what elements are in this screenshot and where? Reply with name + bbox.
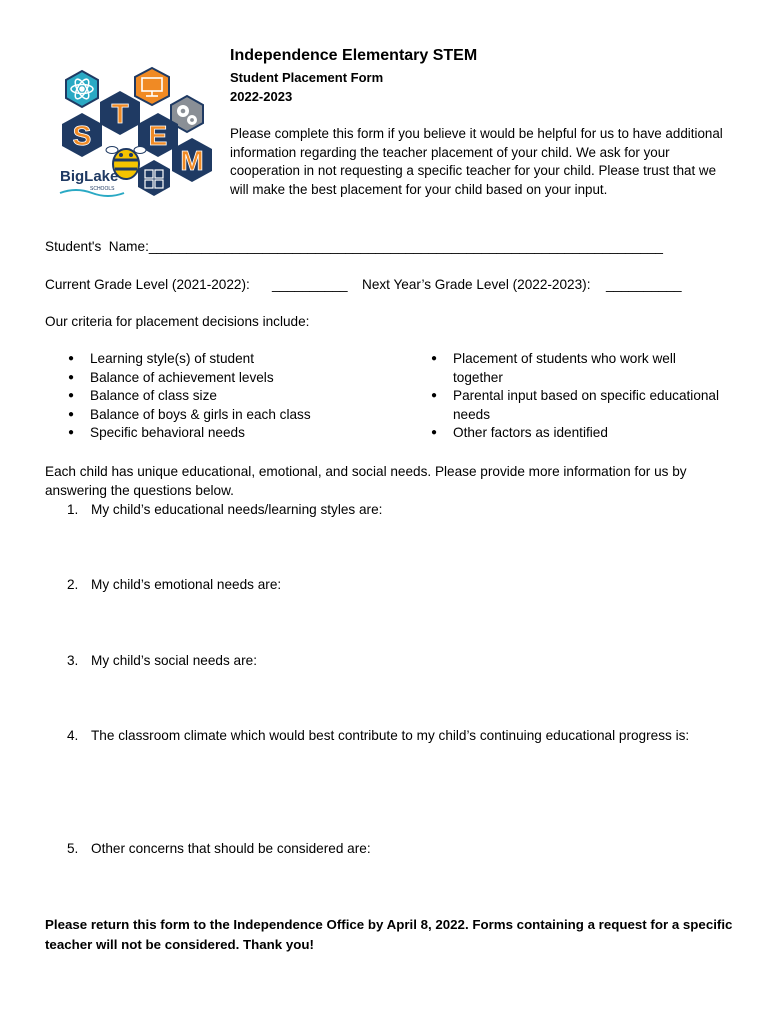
question-text: My child’s emotional needs are: bbox=[91, 577, 282, 592]
math-hexagon bbox=[138, 160, 170, 196]
list-item: ● Specific behavioral needs bbox=[68, 424, 398, 443]
next-grade-label: Next Year’s Grade Level (2022-2023): bbox=[362, 277, 591, 292]
form-subtitle: Student Placement Form bbox=[230, 70, 384, 85]
list-item: ● Parental input based on specific educational needs bbox=[431, 387, 736, 424]
list-item: ● Learning style(s) of student bbox=[68, 350, 398, 369]
list-item: ● Balance of achievement levels bbox=[68, 369, 398, 388]
question-number: 3. bbox=[67, 653, 79, 668]
criteria-list-right bbox=[431, 350, 736, 443]
question-2 bbox=[67, 577, 281, 592]
return-notice: Please return this form to the Independence Office by April 8, 2022. Forms containing a request for a specific teacher will not be considered. Thank you! bbox=[45, 917, 733, 952]
question-number: 2. bbox=[67, 577, 79, 592]
computer-hexagon bbox=[135, 68, 169, 105]
list-item: ● Balance of boys & girls in each class bbox=[68, 406, 398, 425]
logo-letter-e: E bbox=[148, 120, 168, 151]
intro-paragraph: Please complete this form if you believe it would be helpful for us to have additional information regarding the teacher placement of your child. We ask for your cooperation in not requesting a specific teacher for your child. Please trust that we will make the best placement for your child based on your input. bbox=[230, 126, 723, 198]
question-3 bbox=[67, 653, 257, 668]
logo-letter-t: T bbox=[111, 98, 129, 129]
form-title: Independence Elementary STEM bbox=[230, 47, 478, 64]
question-5 bbox=[67, 841, 371, 856]
criteria-list-left bbox=[68, 350, 398, 443]
biglake-brand-sub: SCHOOLS bbox=[90, 186, 115, 192]
current-grade-label: Current Grade Level (2021-2022): bbox=[45, 277, 250, 292]
question-number: 1. bbox=[67, 502, 79, 517]
stem-logo bbox=[52, 66, 222, 204]
question-text: My child’s educational needs/learning styles are: bbox=[91, 502, 383, 517]
biglake-brand: BigLake bbox=[60, 168, 119, 185]
list-item: ● Balance of class size bbox=[68, 387, 398, 406]
question-text: The classroom climate which would best contribute to my child’s continuing educational progress is: bbox=[91, 728, 690, 743]
student-name-row bbox=[45, 239, 663, 254]
question-1 bbox=[67, 502, 382, 517]
criteria-heading: Our criteria for placement decisions include: bbox=[45, 314, 310, 329]
question-text: My child’s social needs are: bbox=[91, 653, 257, 668]
question-number: 5. bbox=[67, 841, 79, 856]
question-text: Other concerns that should be considered are: bbox=[91, 841, 371, 856]
logo-letter-s: S bbox=[72, 120, 92, 151]
form-year: 2022-2023 bbox=[230, 89, 293, 104]
question-number: 4. bbox=[67, 728, 79, 743]
question-4 bbox=[67, 728, 689, 743]
list-item: ● Placement of students who work well together bbox=[431, 350, 736, 387]
student-name-label: Student's Name: bbox=[45, 239, 149, 254]
student-name-field[interactable]: ____________________________________________________________________ bbox=[148, 239, 663, 254]
next-grade-field[interactable]: __________ bbox=[606, 277, 682, 292]
list-item: ● Other factors as identified bbox=[431, 424, 736, 443]
current-grade-field[interactable]: __________ bbox=[272, 277, 348, 292]
instructions-paragraph: Each child has unique educational, emotional, and social needs. Please provide more information for us by answering the questions below. bbox=[45, 464, 687, 498]
logo-letter-m: M bbox=[180, 145, 204, 176]
